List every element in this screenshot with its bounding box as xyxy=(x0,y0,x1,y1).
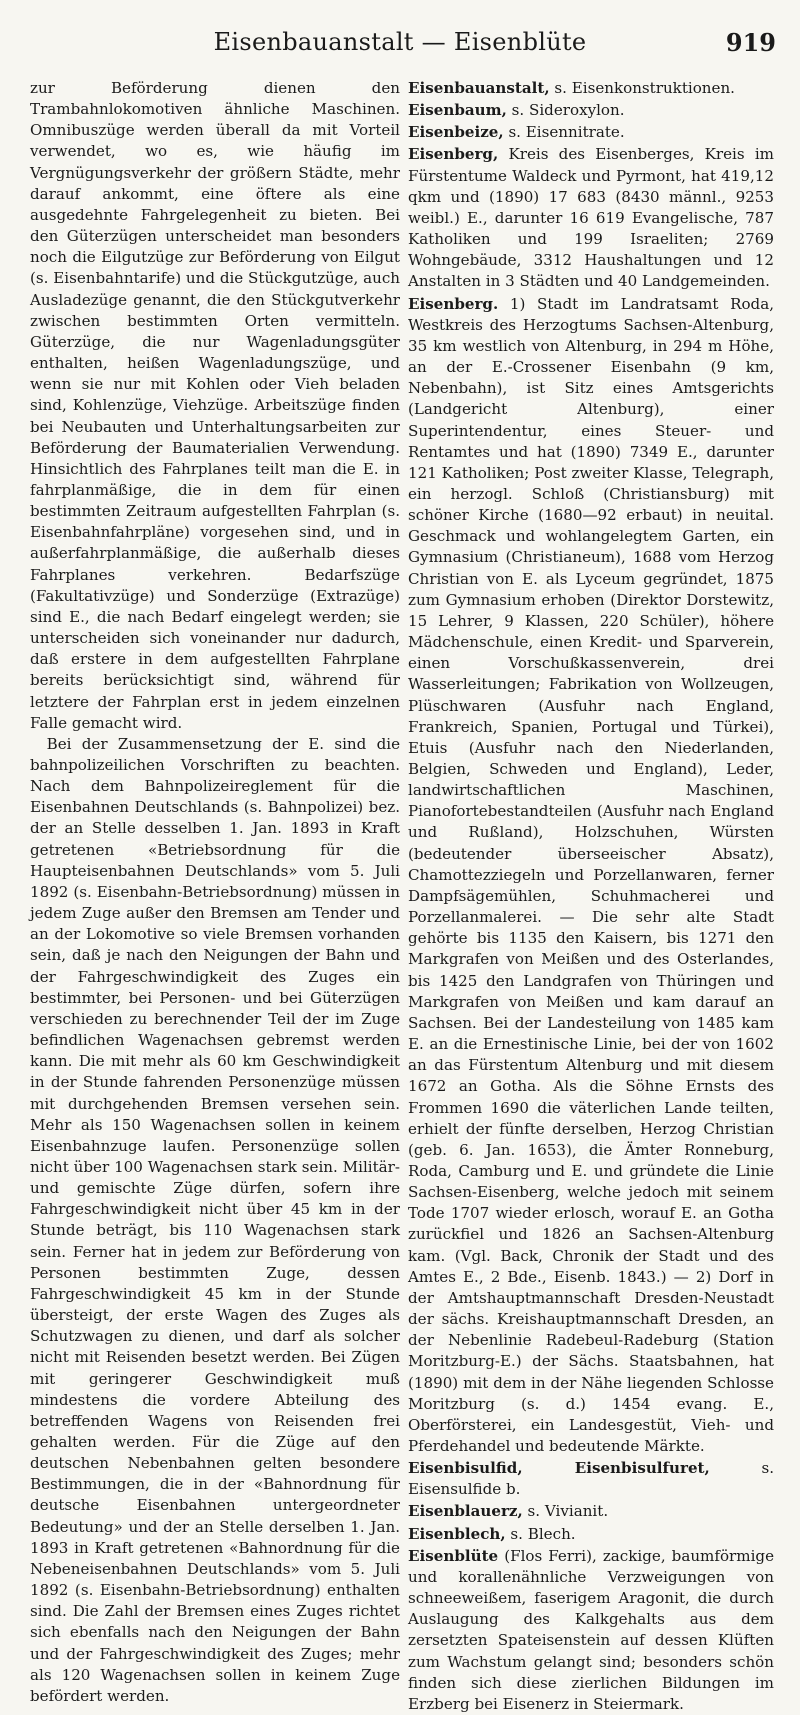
entry-text: 1) Stadt im Landratsamt Roda, Westkreis des Herzogtums Sachsen-Altenburg, 35 km westlich von Altenburg, in 294 m Höhe, an der E.-Crossener Eisenbahn (9 km, Nebenbahn), ist Sitz eines Amtsgerichts (Landgericht Altenburg), einer Superintendentur, eines Steuer- und Rentamtes und hat (1890) 7349 E., darunter 121 Katholiken; Post zweiter Klasse, Telegraph, ein herzogl. Schloß (Christiansburg) mit schöner Kirche (1680—92 erbaut) in neuital. Geschmack und wohlangelegtem Garten, ein Gymnasium (Christianeum), 1688 vom Herzog Christian von E. als Lyceum gegründet, 1875 zum Gymnasium erhoben (Direktor Dorstewitz, 15 Lehrer, 9 Klassen, 220 Schüler), höhere Mädchenschule, einen Kredit- und Sparverein, einen Vorschußkassenverein, drei Wasserleitungen; Fabrikation von Wollzeugen, Plüschwaren (Ausfuhr nach England, Frankreich, Spanien, Portugal und Türkei), Etuis (Ausfuhr nach den Niederlanden, Belgien, Schweden und England), Leder, landwirtschaftlichen Maschinen, Pianofortebestandteilen (Ausfuhr nach England und Rußland), Holzschuhen, Würsten (bedeutender überseeischer Absatz), Chamottezziegeln und Porzellanwaren, ferner Dampfsägemühlen, Schuhmacherei und Porzellanmalerei. — Die sehr alte Stadt gehörte bis 1135 den Kaisern, bis 1271 den Markgrafen von Meißen und des Osterlandes, bis 1425 den Landgrafen von Thüringen und Markgrafen von Meißen und kam darauf an Sachsen. Bei der Landesteilung von 1485 kam E. an die Ernestinische Linie, bei der von 1602 an das Fürstentum Altenburg und mit diesem 1672 an Gotha. Als die Söhne Ernsts des Frommen 1690 die väterlichen Lande teilten, erhielt der fünfte derselben, Herzog Christian (geb. 6. Jan. 1653), die Ämter Ronneburg, Roda, Camburg und E. und gründete die Linie Sachsen-Eisenberg, welche jedoch mit seinem Tode 1707 wieder erlosch, worauf E. an Gotha zurückfiel und 1826 an Sachsen-Altenburg kam. (Vgl. Back, Chronik der Stadt und des Amtes E., 2 Bde., Eisenb. 1843.) — 2) Dorf in der Amtshauptmannschaft Dresden-Neustadt der sächs. Kreishauptmannschaft Dresden, an der Nebenlinie Radebeul-Radeburg (Station Moritzburg-E.) der Sächs. Staatsbahnen, hat (1890) mit dem in der Nähe liegenden Schlosse Moritzburg (s. d.) 1454 evang. E., Oberförsterei, ein Landesgestüt, Vieh- und Pferdehandel und bedeutende Märkte. xyxy=(408,294,774,1455)
headword: Eisenbaum, xyxy=(408,101,507,120)
page-number: 919 xyxy=(725,28,776,57)
entry-text: s. Eisennitrate. xyxy=(503,123,625,142)
page-header xyxy=(24,28,776,68)
headword: Eisenbauanstalt, xyxy=(408,79,550,97)
headword: Eisenbeize, xyxy=(408,123,504,142)
entry-eisenbaum xyxy=(408,100,774,121)
running-title: Eisenbauanstalt — Eisenblüte xyxy=(213,28,587,56)
headword: Eisenberg. xyxy=(408,294,499,313)
entry-eisenbauanstalt xyxy=(408,78,774,99)
entry-eisenblech xyxy=(408,1524,774,1545)
entry-eisenbeize xyxy=(408,122,774,143)
left-paragraph-2: Bei der Zusammensetzung der E. sind die bahnpolizeilichen Vorschriften zu beachten. Nach dem Bahnpolizeireglement für die Eisenbahnen Deutschlands (s. Bahnpolizei) bez. der an Stelle desselben 1. Jan. 1893 in Kraft getretenen «Betriebsordnung für die Haupteisenbahnen Deutschlands» vom 5. Juli 1892 (s. Eisenbahn-Betriebsordnung) müssen in jedem Zuge außer den Bremsen am Tender und an der Lokomotive so viele Bremsen vorhanden sein, daß je nach den Neigungen der Bahn und der Fahrgeschwindigkeit des Zuges ein bestimmter, bei Personen- und bei Güterzügen verschieden zu berechnender Teil der im Zuge befindlichen Wagenachsen gebremst werden kann. Die mit mehr als 60 km Geschwindigkeit in der Stunde fahrenden Personenzüge müssen mit durchgehenden Bremsen versehen sein. Mehr als 150 Wagenachsen sollen in keinem Eisenbahnzuge laufen. Personenzüge sollen nicht über 100 Wagenachsen stark sein. Militär- und gemischte Züge dürfen, sofern ihre Fahrgeschwindigkeit nicht über 45 km in der Stunde beträgt, bis 110 Wagenachsen stark sein. Ferner hat in jedem zur Beförderung von Personen bestimmten Zuge, dessen Fahrgeschwindigkeit 45 km in der Stunde übersteigt, der erste Wagen des Zuges als Schutzwagen zu dienen, und darf als solcher nicht mit Reisenden besetzt werden. Bei Zügen mit geringerer Geschwindigkeit muß mindestens die vordere Abteilung des betreffenden Wagens von Reisenden frei gehalten werden. Für die Züge auf den deutschen Nebenbahnen gelten besondere Bestimmungen, die in der «Bahnordnung für deutsche Eisenbahnen untergeordneter Bedeutung» und der an Stelle derselben 1. Jan. 1893 in Kraft getretenen «Bahnordnung für die Nebeneisenbahnen Deutschlands» vom 5. Juli 1892 (s. Eisenbahn-Betriebsordnung) enthalten sind. Die Zahl der Bremsen eines Zuges richtet sich ebenfalls nach den Neigungen der Bahn und der Fahrgeschwindigkeit des Zuges; mehr als 120 Wagenachsen sollen in keinem Zuge befördert werden. xyxy=(30,734,400,1705)
entry-eisenblauerz xyxy=(408,1501,774,1522)
entry-text: s. Eisenkonstruktionen. xyxy=(549,79,735,97)
entry-text: s. Sideroxylon. xyxy=(506,101,625,120)
headword: Eisenblech, xyxy=(408,1524,506,1543)
headword: Eisenblauerz, xyxy=(408,1502,523,1521)
entry-eisenberg-stadt xyxy=(408,294,774,1458)
entry-text: s. Blech. xyxy=(505,1524,576,1543)
left-paragraph-1: zur Beförderung dienen den Trambahnlokomotiven ähnliche Maschinen. Omnibuszüge werden überall da mit Vorteil verwendet, wo es, wie häufig im Vergnügungsverkehr der größern Städte, mehr darauf ankommt, eine öftere als eine ausgedehnte Fahrgelegenheit zu bieten. Bei den Güterzügen unterscheidet man besonders noch die Eilgutzüge zur Beförderung von Eilgut (s. Eisenbahntarife) und die Stückgutzüge, auch Ausladezüge genannt, die den Stückgutverkehr zwischen bestimmten Orten vermitteln. Güterzüge, die nur Wagenladungsgüter enthalten, heißen Wagenladungszüge, und wenn sie nur mit Kohlen oder Vieh beladen sind, Kohlenzüge, Viehzüge. Arbeitszüge finden bei Neubauten und Unterhaltungsarbeiten zur Beförderung der Baumaterialien Verwendung. Hinsichtlich des Fahrplanes teilt man die E. in fahrplanmäßige, die in dem für einen bestimmten Zeitraum aufgestellten Fahrplan (s. Eisenbahnfahrpläne) vorgesehen sind, und in außerfahrplanmäßige, die außerhalb dieses Fahrplanes verkehren. Bedarfszüge (Fakultativzüge) und Sonderzüge (Extrazüge) sind E., die nach Bedarf eingelegt werden; sie unterscheiden sich voneinander nur dadurch, daß erstere in dem aufgestellten Fahrplane bereits berücksichtigt sind, während für letztere der Fahrplan erst in jedem einzelnen Falle gemacht wird. xyxy=(30,79,400,732)
entry-text: s. Vivianit. xyxy=(522,1502,609,1521)
entry-text: s. Eisensulfide b. xyxy=(408,1459,774,1499)
entry-text: (Flos Ferri), zackige, baumförmige und korallenähnliche Verzweigungen von schneeweißem, faserigem Aragonit, die durch Auslaugung des Kalkgehalts aus dem zersetzten Spateisenstein auf dessen Klüften zum Wachstum gelangt sind; besonders schön finden sich diese zierlichen Bildungen im Erzberg bei Eisenerz in Steiermark. xyxy=(408,1546,774,1713)
headword: Eisenblüte xyxy=(408,1546,499,1565)
left-column xyxy=(30,78,400,1707)
right-column xyxy=(408,78,774,1715)
headword: Eisenbisulfid, Eisenbisulfuret, xyxy=(408,1459,710,1478)
entry-eisenberg-kreis xyxy=(408,144,774,292)
entry-eisenbluete xyxy=(408,1546,774,1715)
entry-text: Kreis des Eisenberges, Kreis im Fürstentume Waldeck und Pyrmont, hat 419,12 qkm und (1890) 17 683 (8430 männl., 9253 weibl.) E., darunter 16 619 Evangelische, 787 Katholiken und 199 Israeliten; 2769 Wohngebäude, 3312 Haushaltungen und 12 Anstalten in 3 Städten und 40 Landgemeinden. xyxy=(408,145,774,291)
headword: Eisenberg, xyxy=(408,145,499,164)
entry-eisenbisulfid xyxy=(408,1458,774,1500)
